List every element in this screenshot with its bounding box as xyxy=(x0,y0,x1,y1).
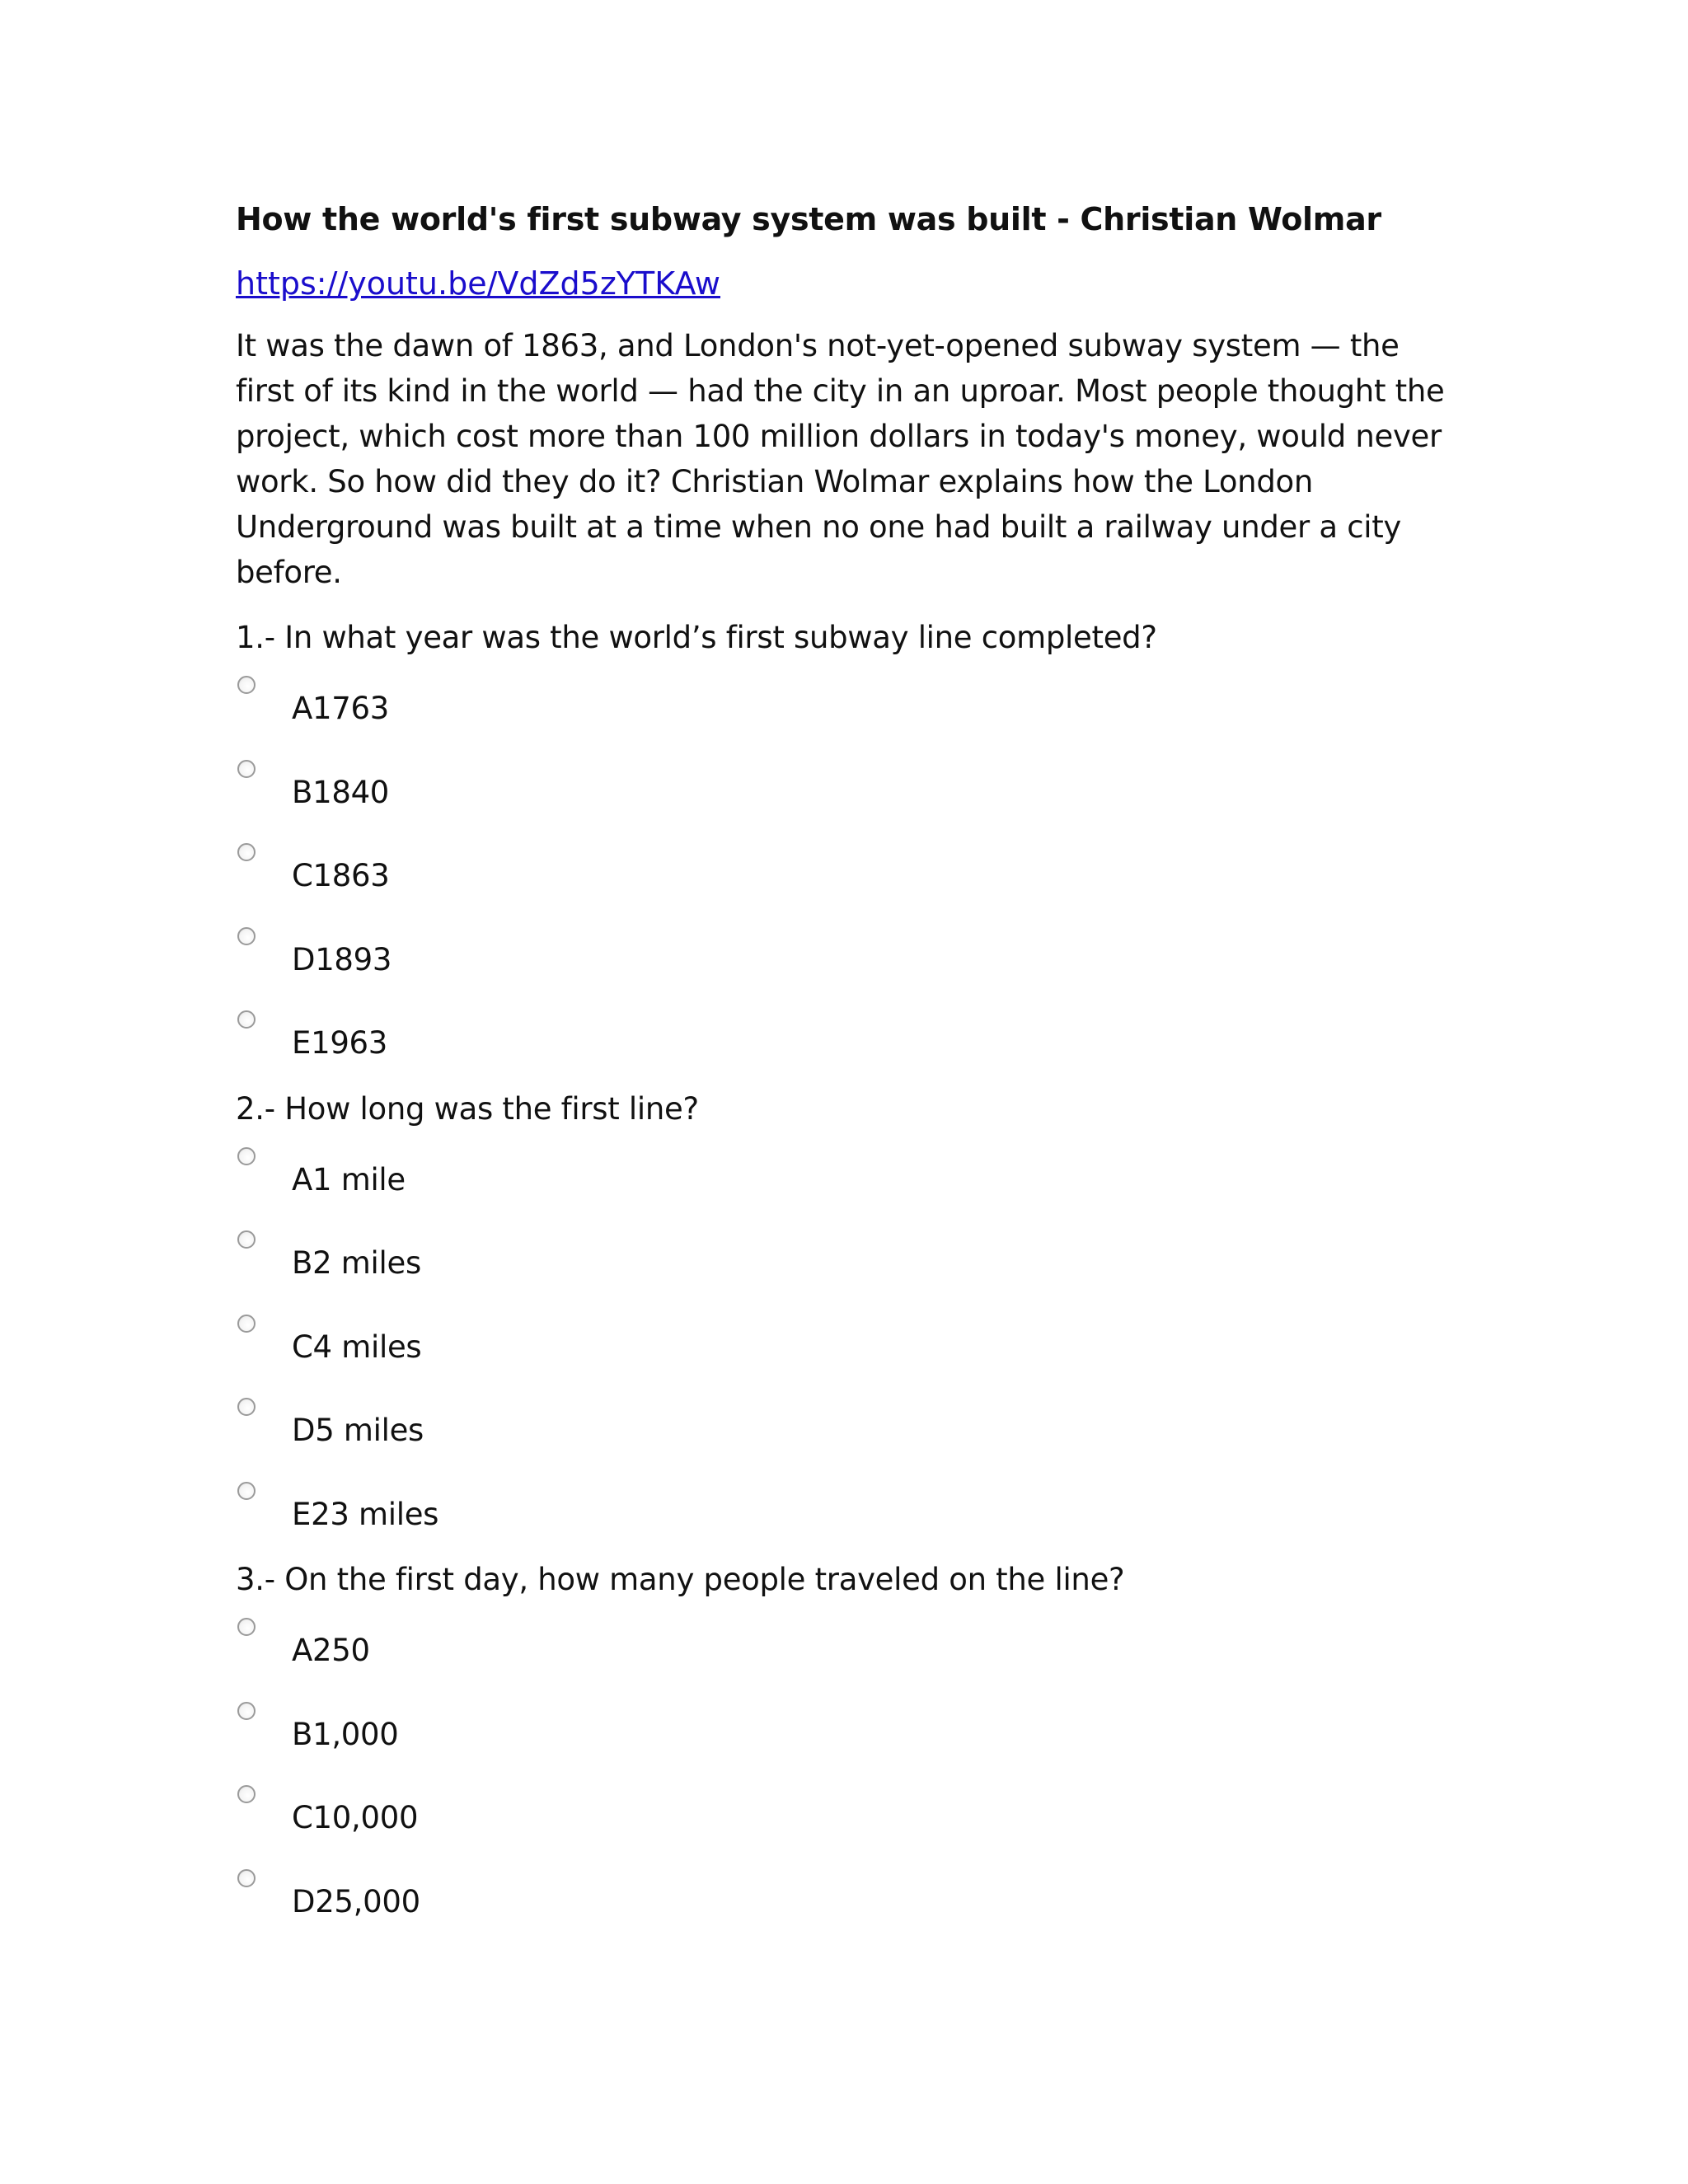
answer-option[interactable] xyxy=(236,1777,1456,1861)
option-label: C4 miles xyxy=(292,1329,422,1365)
document-title: How the world's first subway system was built - Christian Wolmar xyxy=(236,201,1381,237)
option-label: D1893 xyxy=(292,941,392,977)
option-label: C10,000 xyxy=(292,1800,419,1835)
radio-button[interactable] xyxy=(237,1315,256,1333)
answer-option[interactable] xyxy=(236,1610,1456,1694)
option-label: B2 miles xyxy=(292,1245,421,1281)
option-label: B1840 xyxy=(292,774,390,810)
document-page xyxy=(236,196,1456,1944)
radio-button[interactable] xyxy=(237,1398,256,1416)
option-label: C1863 xyxy=(292,858,390,893)
option-label: E23 miles xyxy=(292,1496,439,1532)
option-label: B1,000 xyxy=(292,1716,399,1752)
radio-button[interactable] xyxy=(237,1147,256,1165)
radio-button[interactable] xyxy=(237,843,256,861)
answer-option[interactable] xyxy=(236,1306,1456,1390)
option-label: A250 xyxy=(292,1633,370,1668)
answer-option[interactable] xyxy=(236,835,1456,919)
radio-button[interactable] xyxy=(237,1785,256,1803)
radio-button[interactable] xyxy=(237,760,256,778)
option-label: A1763 xyxy=(292,691,389,726)
answer-option[interactable] xyxy=(236,1222,1456,1306)
question-text: 2.- How long was the first line? xyxy=(236,1090,699,1127)
question-text: 1.- In what year was the world’s first subway line completed? xyxy=(236,620,1157,655)
video-link[interactable]: https://youtu.be/VdZd5zYTKAw xyxy=(236,265,720,302)
answer-option[interactable] xyxy=(236,752,1456,836)
radio-button[interactable] xyxy=(237,1482,256,1500)
option-label: E1963 xyxy=(292,1025,388,1061)
radio-button[interactable] xyxy=(237,1702,256,1720)
question-text: 3.- On the first day, how many people traveled on the line? xyxy=(236,1562,1125,1597)
answer-option[interactable] xyxy=(236,668,1456,752)
answer-option[interactable] xyxy=(236,1861,1456,1945)
answer-option[interactable] xyxy=(236,1139,1456,1223)
answer-option[interactable] xyxy=(236,1694,1456,1778)
radio-button[interactable] xyxy=(237,676,256,694)
question-block-1 xyxy=(236,615,1456,1086)
question-block-2 xyxy=(236,1086,1456,1558)
answer-option[interactable] xyxy=(236,919,1456,1003)
radio-button[interactable] xyxy=(237,1010,256,1029)
intro-paragraph: It was the dawn of 1863, and London's not-yet-opened subway system — the first of its kind in the world — had the city in an uproar. Most people thought the project, which cost more than 100 million dollars in today's money, would never work. So how did they do it? Christian Wolmar explains how the London Underground was built at a time when no one had built a railway under a city before. xyxy=(236,328,1445,590)
radio-button[interactable] xyxy=(237,1869,256,1887)
answer-option[interactable] xyxy=(236,1390,1456,1474)
radio-button[interactable] xyxy=(237,1230,256,1249)
radio-button[interactable] xyxy=(237,927,256,945)
answer-option[interactable] xyxy=(236,1002,1456,1086)
answer-option[interactable] xyxy=(236,1474,1456,1558)
radio-button[interactable] xyxy=(237,1618,256,1636)
question-block-3 xyxy=(236,1557,1456,1944)
option-label: A1 mile xyxy=(292,1161,406,1197)
option-label: D25,000 xyxy=(292,1883,420,1919)
option-label: D5 miles xyxy=(292,1413,424,1448)
